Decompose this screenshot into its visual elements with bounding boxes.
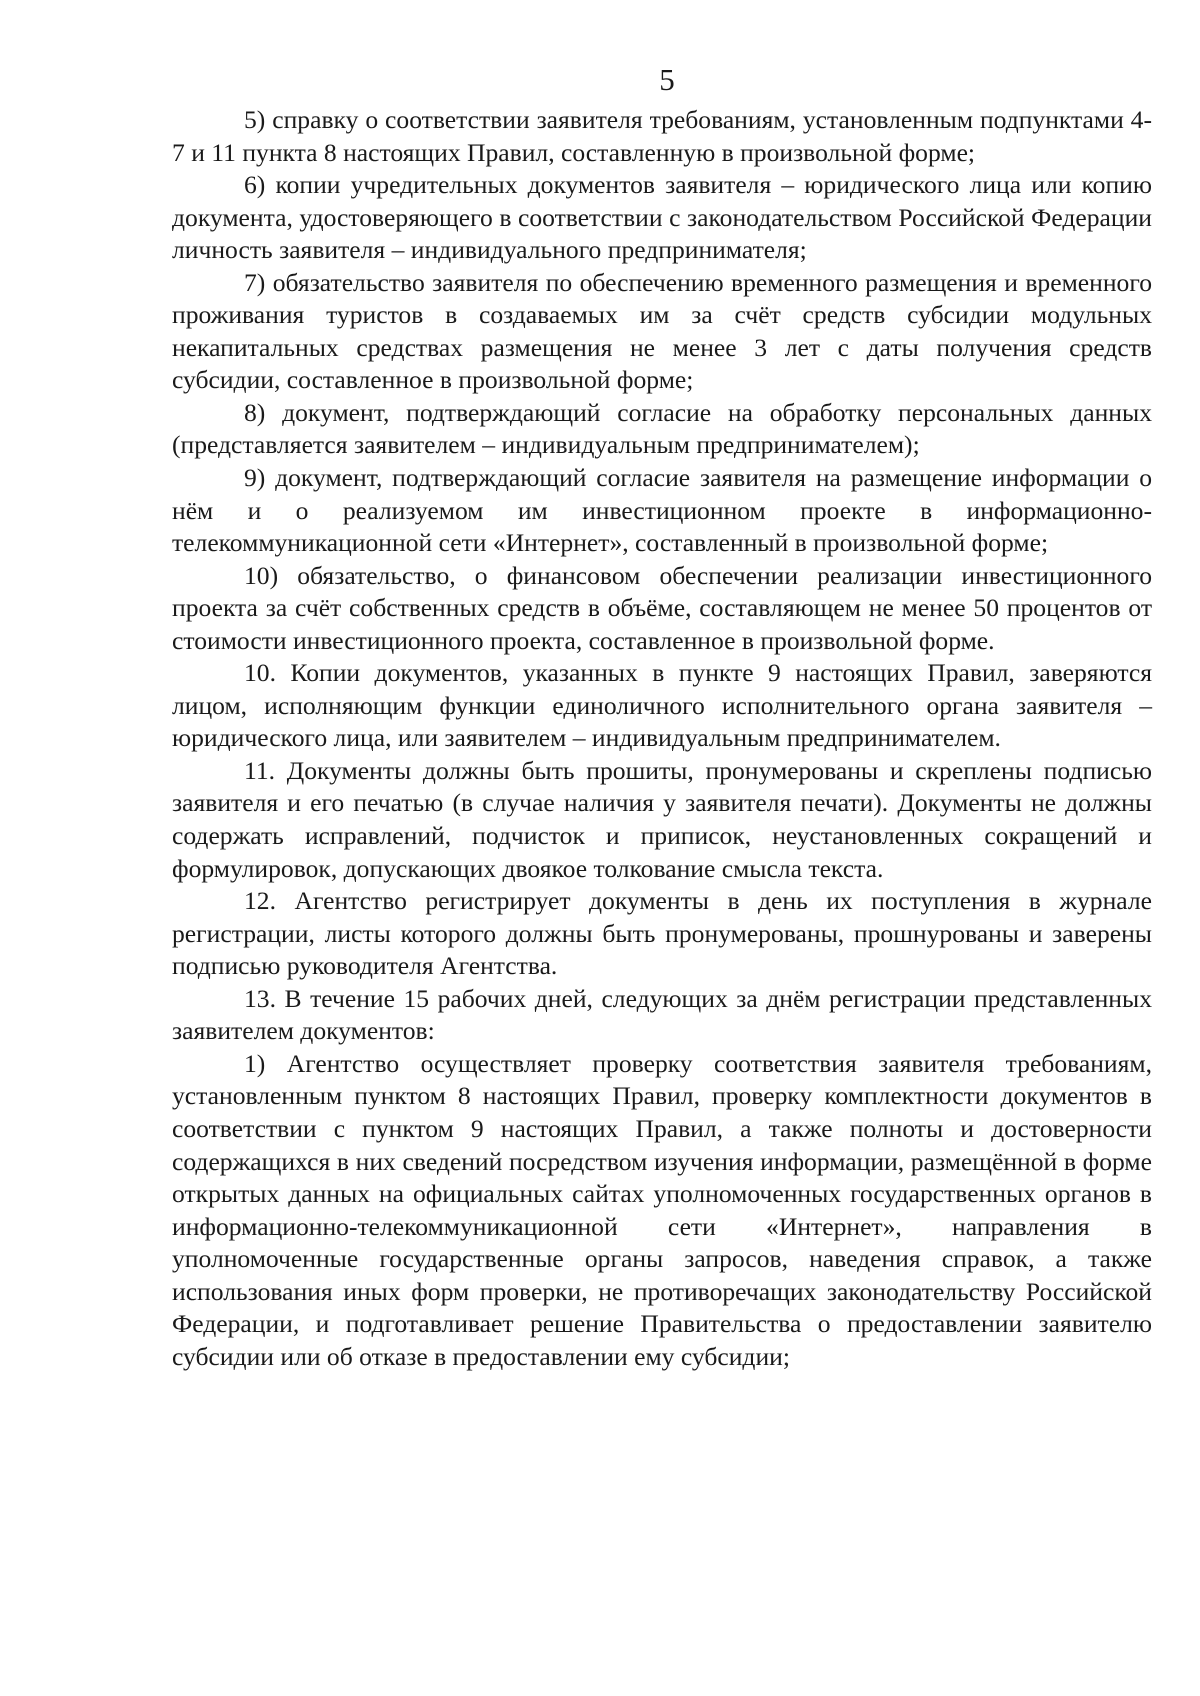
paragraph-clause-13: 13. В течение 15 рабочих дней, следующих за днём регистрации представленных заявителем документов: (172, 983, 1152, 1046)
paragraph-item-6: 6) копии учредительных документов заявителя – юридического лица или копию документа, удостоверяющего в соответствии с законодательством Российской Федерации личность заявителя – индивидуального предпринимателя; (172, 170, 1152, 265)
paragraph-item-7: 7) обязательство заявителя по обеспечению временного размещения и временного проживания туристов в создаваемых им за счёт средств субсидии модульных некапитальных средствах размещения не менее 3 лет с даты получения средств субсидии, составленное в произвольной форме; (172, 267, 1152, 395)
paragraph-clause-13-item-1: 1) Агентство осуществляет проверку соответствия заявителя требованиям, установленным пунктом 8 настоящих Правил, проверку комплектности документов в соответствии с пунктом 9 настоящих Правил, а также полноты и достоверности содержащихся в них сведений посредством изучения информации, размещённой в форме открытых данных на официальных сайтах уполномоченных государственных органов в информационно-телекоммуникационной сети «Интернет», направления в уполномоченные государственные органы запросов, наведения справок, а также использования иных форм проверки, не противоречащих законодательству Российской Федерации, и подготавливает решение Правительства о предоставлении заявителю субсидии или об отказе в предоставлении ему субсидии; (172, 1048, 1152, 1371)
paragraph-clause-12: 12. Агентство регистрирует документы в день их поступления в журнале регистрации, листы которого должны быть пронумерованы, прошнурованы и заверены подписью руководителя Агентства. (172, 886, 1152, 981)
paragraph-clause-10: 10. Копии документов, указанных в пункте 9 настоящих Правил, заверяются лицом, исполняющим функции единоличного исполнительного органа заявителя – юридического лица, или заявителем – индивидуальным предпринимателем. (172, 658, 1152, 753)
paragraph-item-5: 5) справку о соответствии заявителя требованиям, установленным подпунктами 4-7 и 11 пункта 8 настоящих Правил, составленную в произвольной форме; (172, 105, 1152, 167)
paragraph-item-8: 8) документ, подтверждающий согласие на обработку персональных данных (представляется заявителем – индивидуальным предпринимателем); (172, 397, 1152, 460)
paragraph-clause-11: 11. Документы должны быть прошиты, пронумерованы и скреплены подписью заявителя и его печатью (в случае наличия у заявителя печати). Документы не должны содержать исправлений, подчисток и приписок, неустановленных сокращений и формулировок, допускающих двоякое толкование смысла текста. (172, 755, 1152, 883)
document-page (172, 64, 1152, 1373)
paragraph-item-10: 10) обязательство, о финансовом обеспечении реализации инвестиционного проекта за счёт собственных средств в объёме, составляющем не менее 50 процентов от стоимости инвестиционного проекта, составленное в произвольной форме. (172, 560, 1152, 655)
paragraph-item-9: 9) документ, подтверждающий согласие заявителя на размещение информации о нём и о реализуемом им инвестиционном проекте в информационно-телекоммуникационной сети «Интернет», составленный в произвольной форме; (172, 463, 1152, 558)
page-number: 5 (659, 62, 675, 97)
